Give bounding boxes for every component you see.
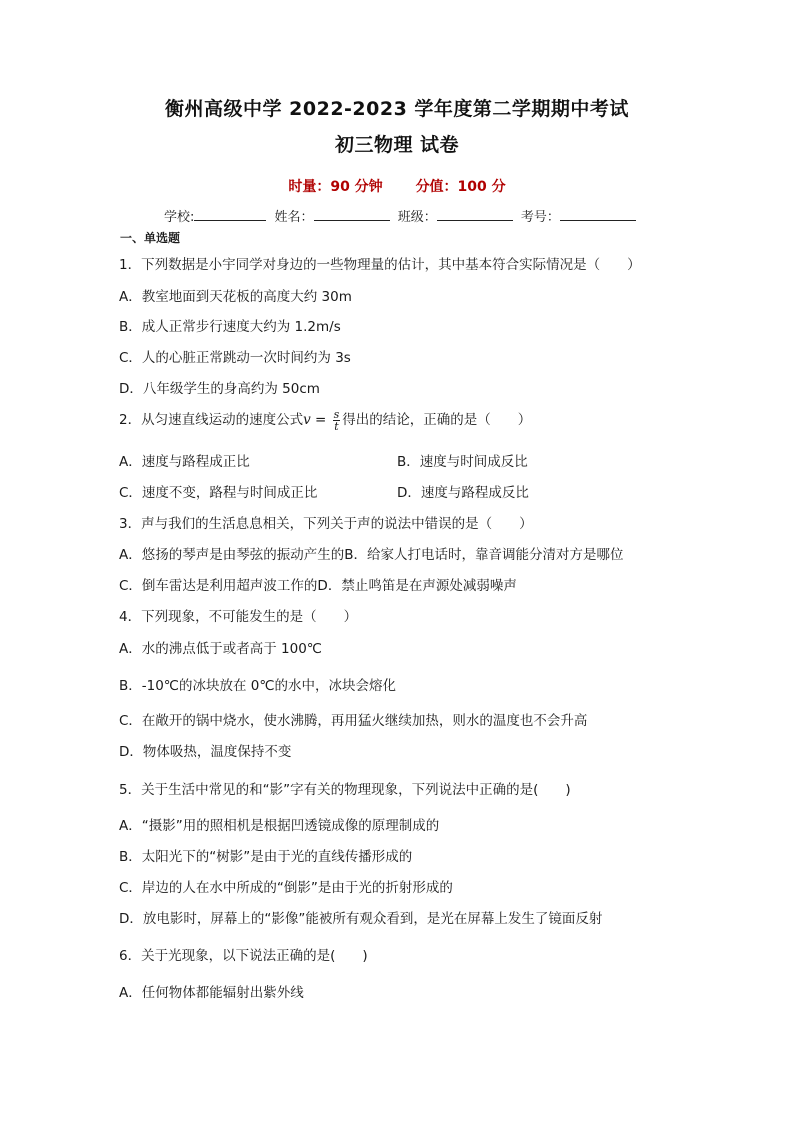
formula-time: t [334, 419, 339, 433]
question-1-option-d: D．八年级学生的身高约为 50cm [119, 381, 320, 397]
question-4-option-a: A．水的沸点低于或者高于 100℃ [119, 641, 322, 657]
name-blank[interactable] [314, 207, 390, 221]
exam-number-label: 考号： [520, 210, 560, 225]
question-2-option-d: D．速度与路程成反比 [397, 485, 529, 501]
question-6-stem: 6．关于光现象，以下说法正确的是( ) [119, 948, 368, 964]
total-score: 分值：100 分 [415, 179, 506, 195]
question-4-option-d: D．物体吸热，温度保持不变 [119, 744, 292, 760]
school-label: 学校: [164, 210, 195, 225]
question-4-option-b: B．-10℃的冰块放在 0℃的水中，冰块会熔化 [119, 678, 397, 694]
question-1-option-b: B．成人正常步行速度大约为 1.2m/s [119, 319, 341, 335]
name-label: 姓名： [274, 210, 314, 225]
formula-distance: s [333, 407, 340, 421]
formula-velocity: v [303, 412, 311, 428]
school-blank[interactable] [194, 207, 266, 221]
time-limit: 时量：90 分钟 [288, 179, 383, 195]
class-blank[interactable] [437, 207, 513, 221]
question-3-stem: 3．声与我们的生活息息相关，下列关于声的说法中错误的是（ ） [119, 516, 533, 532]
question-2-option-a: A．速度与路程成正比 [119, 454, 250, 470]
question-5-stem: 5．关于生活中常见的和“影”字有关的物理现象，下列说法中正确的是( ) [119, 782, 571, 798]
section-heading: 一、单选题 [120, 231, 181, 245]
question-2-stem-after: 得出的结论，正确的是（ ） [342, 412, 532, 428]
class-label: 班级： [397, 210, 437, 225]
question-2-option-b: B．速度与时间成反比 [397, 454, 528, 470]
question-1-option-a: A．教室地面到天花板的高度大约 30m [119, 289, 352, 305]
question-5-option-d: D．放电影时，屏幕上的“影像”能被所有观众看到，是光在屏幕上发生了镜面反射 [119, 911, 603, 927]
question-4-stem: 4．下列现象，不可能发生的是（ ） [119, 609, 358, 625]
question-2-stem-before: 2．从匀速直线运动的速度公式 [119, 412, 304, 428]
formula-equals: = [310, 412, 331, 428]
exam-meta [0, 176, 794, 196]
exam-title: 衡州高级中学 2022-2023 学年度第二学期期中考试 [165, 98, 629, 120]
question-5-option-c: C．岸边的人在水中所成的“倒影”是由于光的折射形成的 [119, 880, 453, 896]
formula-fraction [333, 409, 341, 432]
question-4-option-c: C．在敞开的锅中烧水，使水沸腾，再用猛火继续加热，则水的温度也不会升高 [119, 713, 588, 729]
question-3-options-ab: A．悠扬的琴声是由琴弦的振动产生的B．给家人打电话时，靠音调能分清对方是哪位 [119, 547, 624, 563]
question-3-options-cd: C．倒车雷达是利用超声波工作的D．禁止鸣笛是在声源处减弱噪声 [119, 578, 517, 594]
question-2-option-c: C．速度不变，路程与时间成正比 [119, 485, 318, 501]
question-5-option-a: A．“摄影”用的照相机是根据凹透镜成像的原理制成的 [119, 818, 440, 834]
question-1-stem: 1．下列数据是小宇同学对身边的一些物理量的估计，其中基本符合实际情况是（ ） [119, 257, 641, 273]
question-2-stem [119, 408, 531, 432]
exam-subtitle: 初三物理 试卷 [334, 134, 460, 156]
question-5-option-b: B．太阳光下的“树影”是由于光的直线传播形成的 [119, 849, 413, 865]
student-info-fields [164, 206, 640, 225]
exam-number-blank[interactable] [560, 207, 636, 221]
question-1-option-c: C．人的心脏正常跳动一次时间约为 3s [119, 350, 351, 366]
question-6-option-a: A．任何物体都能辐射出紫外线 [119, 985, 304, 1001]
